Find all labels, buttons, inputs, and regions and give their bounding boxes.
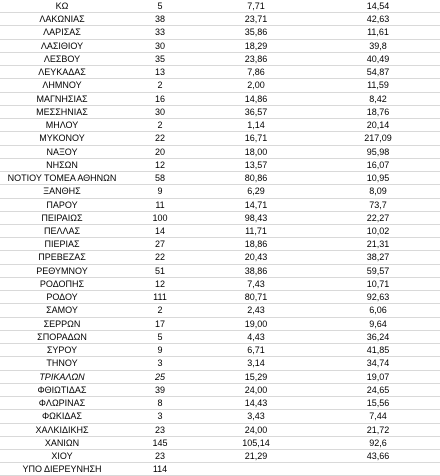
- rate-14day-cell: 18,76: [316, 105, 440, 118]
- cases-cell: 22: [124, 251, 196, 264]
- region-cell: ΝΗΣΩΝ: [0, 158, 124, 171]
- cases-cell: 23: [124, 423, 196, 436]
- rate-7day-cell: 21,29: [196, 449, 316, 462]
- rate-7day-cell: 3,14: [196, 357, 316, 370]
- rate-7day-cell: 7,43: [196, 277, 316, 290]
- table-row: [0, 119, 440, 132]
- table-row: [0, 198, 440, 211]
- rate-14day-cell: 59,57: [316, 264, 440, 277]
- rate-7day-cell: 11,71: [196, 224, 316, 237]
- rate-7day-cell: 15,29: [196, 370, 316, 383]
- region-cell: ΡΟΔΟΥ: [0, 291, 124, 304]
- rate-7day-cell: 36,57: [196, 105, 316, 118]
- region-cell: ΚΩ: [0, 0, 124, 13]
- rate-7day-cell: 18,29: [196, 39, 316, 52]
- rate-7day-cell: 6,71: [196, 344, 316, 357]
- table-row: [0, 26, 440, 39]
- cases-cell: 8: [124, 397, 196, 410]
- table-row: [0, 79, 440, 92]
- region-cell: ΜΕΣΣΗΝΙΑΣ: [0, 105, 124, 118]
- rate-14day-cell: 11,59: [316, 79, 440, 92]
- rate-7day-cell: 20,43: [196, 251, 316, 264]
- cases-cell: 17: [124, 317, 196, 330]
- table-row: [0, 449, 440, 462]
- region-cell: ΛΑΣΙΘΙΟΥ: [0, 39, 124, 52]
- table-row: [0, 52, 440, 65]
- cases-cell: 23: [124, 449, 196, 462]
- cases-cell: 22: [124, 132, 196, 145]
- cases-cell: 58: [124, 172, 196, 185]
- cases-cell: 5: [124, 330, 196, 343]
- table-row: [0, 304, 440, 317]
- cases-cell: 30: [124, 39, 196, 52]
- rate-14day-cell: 20,14: [316, 119, 440, 132]
- rate-14day-cell: 19,07: [316, 370, 440, 383]
- rate-14day-cell: 9,64: [316, 317, 440, 330]
- rate-14day-cell: 92,63: [316, 291, 440, 304]
- rate-7day-cell: 35,86: [196, 26, 316, 39]
- region-cell: ΛΕΥΚΑΔΑΣ: [0, 66, 124, 79]
- table-row: [0, 317, 440, 330]
- rate-14day-cell: 22,27: [316, 211, 440, 224]
- rate-7day-cell: 18,86: [196, 238, 316, 251]
- rate-14day-cell: 10,71: [316, 277, 440, 290]
- rate-7day-cell: 105,14: [196, 436, 316, 449]
- rate-14day-cell: 14,54: [316, 0, 440, 13]
- rate-7day-cell: 14,71: [196, 198, 316, 211]
- cases-cell: 51: [124, 264, 196, 277]
- rate-14day-cell: 11,61: [316, 26, 440, 39]
- region-cell: ΥΠΟ ΔΙΕΡΕΥΝΗΣΗ: [0, 463, 124, 476]
- cases-cell: 2: [124, 79, 196, 92]
- rate-14day-cell: 39,8: [316, 39, 440, 52]
- region-cell: ΤΡΙΚΑΛΩΝ: [0, 370, 124, 383]
- rate-7day-cell: 24,00: [196, 423, 316, 436]
- cases-cell: 12: [124, 158, 196, 171]
- region-cell: ΜΑΓΝΗΣΙΑΣ: [0, 92, 124, 105]
- region-cell: ΦΛΩΡΙΝΑΣ: [0, 397, 124, 410]
- table-row: [0, 370, 440, 383]
- region-cell: ΛΑΚΩΝΙΑΣ: [0, 13, 124, 26]
- rate-7day-cell: [196, 463, 316, 476]
- table-row: [0, 436, 440, 449]
- rate-7day-cell: 2,43: [196, 304, 316, 317]
- region-cell: ΣΑΜΟΥ: [0, 304, 124, 317]
- rate-7day-cell: 19,00: [196, 317, 316, 330]
- table-row: [0, 66, 440, 79]
- region-cell: ΝΑΞΟΥ: [0, 145, 124, 158]
- cases-cell: 3: [124, 357, 196, 370]
- table-row: [0, 357, 440, 370]
- table-row: [0, 330, 440, 343]
- rate-7day-cell: 38,86: [196, 264, 316, 277]
- cases-cell: 12: [124, 277, 196, 290]
- cases-cell: 3: [124, 410, 196, 423]
- table-row: [0, 185, 440, 198]
- rate-7day-cell: 24,00: [196, 383, 316, 396]
- rate-7day-cell: 6,29: [196, 185, 316, 198]
- rate-7day-cell: 7,71: [196, 0, 316, 13]
- region-cell: ΡΕΘΥΜΝΟΥ: [0, 264, 124, 277]
- table-row: [0, 251, 440, 264]
- rate-7day-cell: 1,14: [196, 119, 316, 132]
- rate-7day-cell: 3,43: [196, 410, 316, 423]
- rate-14day-cell: 38,27: [316, 251, 440, 264]
- table-row: [0, 238, 440, 251]
- rate-7day-cell: 7,86: [196, 66, 316, 79]
- rate-14day-cell: 10,95: [316, 172, 440, 185]
- rate-14day-cell: 36,24: [316, 330, 440, 343]
- rate-7day-cell: 80,71: [196, 291, 316, 304]
- region-cell: ΛΗΜΝΟΥ: [0, 79, 124, 92]
- region-cell: ΞΑΝΘΗΣ: [0, 185, 124, 198]
- table-row: [0, 344, 440, 357]
- rate-14day-cell: 7,44: [316, 410, 440, 423]
- rate-14day-cell: 95,98: [316, 145, 440, 158]
- region-cell: ΠΕΛΛΑΣ: [0, 224, 124, 237]
- region-cell: ΛΑΡΙΣΑΣ: [0, 26, 124, 39]
- rate-7day-cell: 16,71: [196, 132, 316, 145]
- rate-14day-cell: [316, 463, 440, 476]
- rate-14day-cell: 34,74: [316, 357, 440, 370]
- table-row: [0, 105, 440, 118]
- rate-14day-cell: 15,56: [316, 397, 440, 410]
- region-cell: ΣΥΡΟΥ: [0, 344, 124, 357]
- cases-cell: 114: [124, 463, 196, 476]
- rate-14day-cell: 16,07: [316, 158, 440, 171]
- region-cell: ΧΑΛΚΙΔΙΚΗΣ: [0, 423, 124, 436]
- region-cell: ΧΙΟΥ: [0, 449, 124, 462]
- region-cell: ΛΕΣΒΟΥ: [0, 52, 124, 65]
- cases-cell: 20: [124, 145, 196, 158]
- region-cell: ΧΑΝΙΩΝ: [0, 436, 124, 449]
- cases-cell: 145: [124, 436, 196, 449]
- table-row: [0, 463, 440, 476]
- table-row: [0, 211, 440, 224]
- cases-cell: 27: [124, 238, 196, 251]
- cases-cell: 30: [124, 105, 196, 118]
- cases-cell: 2: [124, 304, 196, 317]
- cases-cell: 13: [124, 66, 196, 79]
- table-row: [0, 410, 440, 423]
- rate-14day-cell: 40,49: [316, 52, 440, 65]
- table-row: [0, 132, 440, 145]
- region-cell: ΡΟΔΟΠΗΣ: [0, 277, 124, 290]
- rate-14day-cell: 8,42: [316, 92, 440, 105]
- rate-7day-cell: 98,43: [196, 211, 316, 224]
- rate-14day-cell: 73,7: [316, 198, 440, 211]
- region-cell: ΣΕΡΡΩΝ: [0, 317, 124, 330]
- table-row: [0, 224, 440, 237]
- region-cell: ΦΩΚΙΔΑΣ: [0, 410, 124, 423]
- rate-7day-cell: 2,00: [196, 79, 316, 92]
- rate-14day-cell: 92,6: [316, 436, 440, 449]
- rate-7day-cell: 23,86: [196, 52, 316, 65]
- cases-cell: 35: [124, 52, 196, 65]
- region-cell: ΜΥΚΟΝΟΥ: [0, 132, 124, 145]
- rate-14day-cell: 21,72: [316, 423, 440, 436]
- cases-cell: 11: [124, 198, 196, 211]
- rate-14day-cell: 217,09: [316, 132, 440, 145]
- rate-7day-cell: 14,86: [196, 92, 316, 105]
- table-row: [0, 383, 440, 396]
- cases-cell: 100: [124, 211, 196, 224]
- table-row: [0, 264, 440, 277]
- cases-cell: 14: [124, 224, 196, 237]
- table-row: [0, 277, 440, 290]
- region-cell: ΦΘΙΩΤΙΔΑΣ: [0, 383, 124, 396]
- rate-14day-cell: 10,02: [316, 224, 440, 237]
- cases-cell: 2: [124, 119, 196, 132]
- cases-cell: 16: [124, 92, 196, 105]
- table-row: [0, 397, 440, 410]
- table-row: [0, 0, 440, 13]
- table-row: [0, 39, 440, 52]
- region-cell: ΝΟΤΙΟΥ ΤΟΜΕΑ ΑΘΗΝΩΝ: [0, 172, 124, 185]
- table-row: [0, 423, 440, 436]
- rate-7day-cell: 4,43: [196, 330, 316, 343]
- rate-14day-cell: 21,31: [316, 238, 440, 251]
- table-row: [0, 145, 440, 158]
- table-row: [0, 172, 440, 185]
- region-cell: ΠΙΕΡΙΑΣ: [0, 238, 124, 251]
- region-cell: ΠΕΙΡΑΙΩΣ: [0, 211, 124, 224]
- table-row: [0, 92, 440, 105]
- table-row: [0, 13, 440, 26]
- rate-7day-cell: 18,00: [196, 145, 316, 158]
- rate-14day-cell: 54,87: [316, 66, 440, 79]
- rate-14day-cell: 24,65: [316, 383, 440, 396]
- rate-7day-cell: 13,57: [196, 158, 316, 171]
- table-row: [0, 158, 440, 171]
- rate-7day-cell: 14,43: [196, 397, 316, 410]
- cases-cell: 25: [124, 370, 196, 383]
- region-cell: ΠΑΡΟΥ: [0, 198, 124, 211]
- rate-7day-cell: 23,71: [196, 13, 316, 26]
- cases-cell: 39: [124, 383, 196, 396]
- region-cell: ΜΗΛΟΥ: [0, 119, 124, 132]
- rate-7day-cell: 80,86: [196, 172, 316, 185]
- cases-cell: 9: [124, 344, 196, 357]
- cases-cell: 5: [124, 0, 196, 13]
- rate-14day-cell: 6,06: [316, 304, 440, 317]
- cases-cell: 9: [124, 185, 196, 198]
- cases-cell: 111: [124, 291, 196, 304]
- region-cell: ΤΗΝΟΥ: [0, 357, 124, 370]
- cases-cell: 33: [124, 26, 196, 39]
- rate-14day-cell: 43,66: [316, 449, 440, 462]
- rate-14day-cell: 42,63: [316, 13, 440, 26]
- cases-cell: 38: [124, 13, 196, 26]
- rate-14day-cell: 8,09: [316, 185, 440, 198]
- rate-14day-cell: 41,85: [316, 344, 440, 357]
- table-row: [0, 291, 440, 304]
- region-cell: ΠΡΕΒΕΖΑΣ: [0, 251, 124, 264]
- region-cell: ΣΠΟΡΑΔΩΝ: [0, 330, 124, 343]
